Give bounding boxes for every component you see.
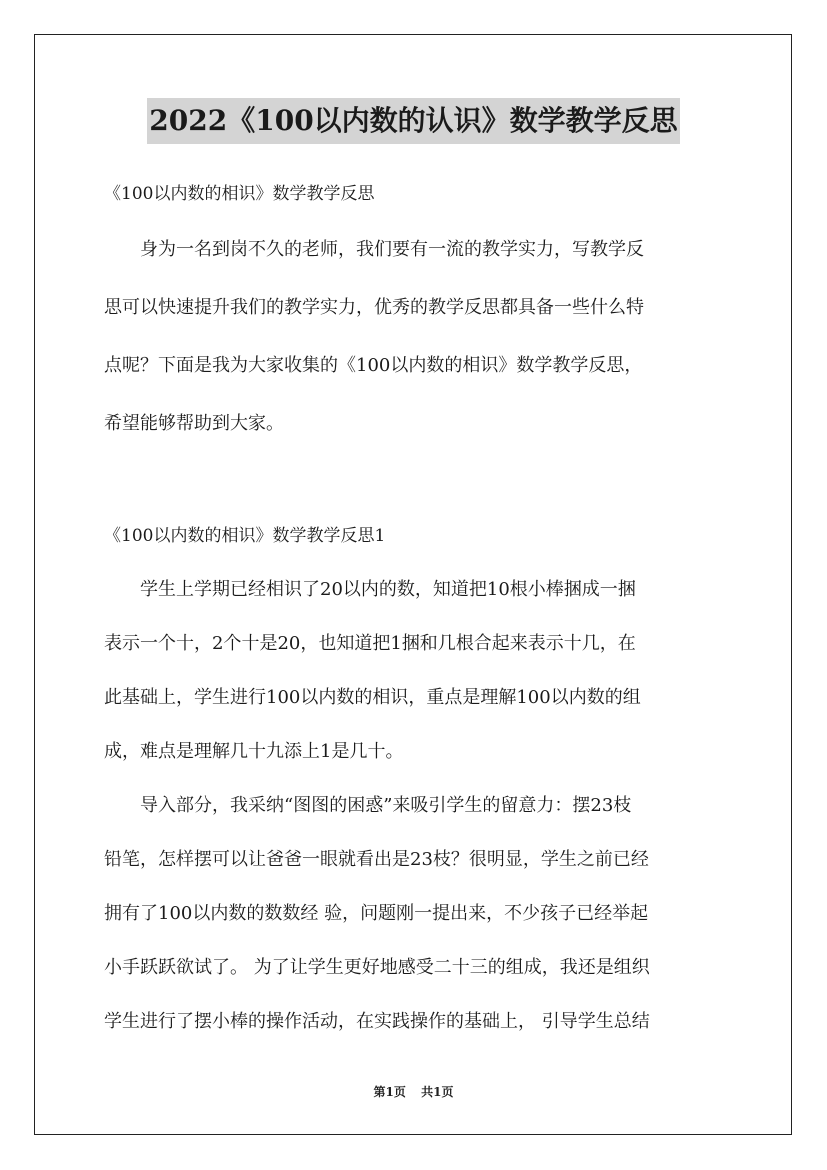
intro-line: 身为一名到岗不久的老师，我们要有一流的教学实力，写教学反 — [140, 239, 644, 260]
paragraph-line: 成，难点是理解几十九添上1是几十。 — [104, 741, 404, 762]
document-body — [104, 174, 726, 1042]
paragraph-line: 此基础上，学生进行100以内数的相识，重点是理解100以内数的组 — [104, 687, 641, 708]
paragraph-line: 学生进行了摆小棒的操作活动，在实践操作的基础上， 引导学生总结 — [104, 1011, 650, 1032]
subtitle: 《100以内数的相识》数学教学反思 — [104, 184, 375, 204]
section-spacer — [104, 444, 726, 516]
paragraph-line: 学生上学期已经相识了20以内的数，知道把10根小棒捆成一捆 — [140, 579, 636, 600]
section-heading: 《100以内数的相识》数学教学反思1 — [104, 526, 386, 546]
paragraph-line: 拥有了100以内数的数数经 验，问题刚一提出来，不少孩子已经举起 — [104, 903, 649, 924]
paragraph-line: 小手跃跃欲试了。 为了让学生更好地感受二十三的组成，我还是组织 — [104, 957, 650, 978]
paragraph-line: 铅笔，怎样摆可以让爸爸一眼就看出是23枝？很明显，学生之前已经 — [104, 849, 649, 870]
footer-separator — [410, 1085, 418, 1099]
intro-line: 点呢？下面是我为大家收集的《100以内数的相识》数学教学反思， — [104, 355, 643, 376]
page-number: 第1页 — [373, 1085, 406, 1099]
paragraph-line: 导入部分，我采纳“图图的困惑”来吸引学生的留意力：摆23枝 — [140, 795, 632, 816]
page-total: 共1页 — [421, 1085, 454, 1099]
intro-paragraph — [104, 230, 726, 444]
paragraph-1 — [104, 570, 726, 772]
page-footer — [0, 1083, 827, 1101]
paragraph-line: 表示一个十，2个十是20，也知道把1捆和几根合起来表示十几，在 — [104, 633, 636, 654]
intro-line: 希望能够帮助到大家。 — [104, 413, 284, 434]
document-title: 2022《100以内数的认识》数学教学反思 — [147, 98, 679, 144]
intro-line: 思可以快速提升我们的教学实力，优秀的教学反思都具备一些什么特 — [104, 297, 644, 318]
paragraph-2 — [104, 786, 726, 1042]
title-wrap — [0, 98, 827, 144]
